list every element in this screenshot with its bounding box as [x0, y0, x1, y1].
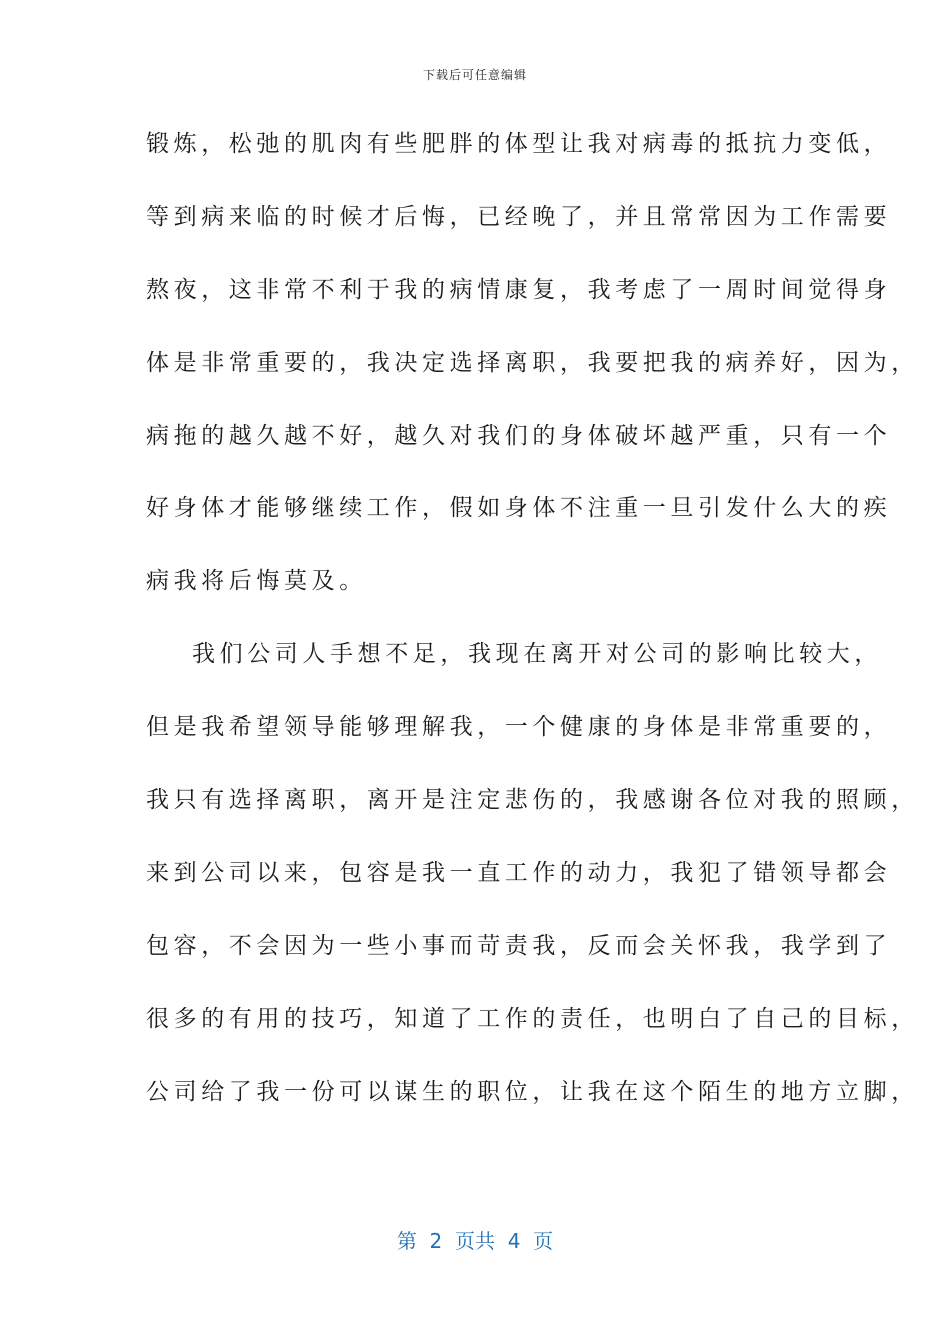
- page-header: 下载后可任意编辑: [422, 68, 527, 82]
- text-line: 等到病来临的时候才后悔，已经晚了，并且常常因为工作需要: [146, 203, 892, 230]
- document-body: [146, 114, 919, 1134]
- text-line: 我只有选择离职，离开是注定悲伤的，我感谢各位对我的照顾，: [146, 787, 919, 814]
- text-line: 包容，不会因为一些小事而苛责我，反而会关怀我，我学到了: [146, 932, 892, 959]
- text-line: 体是非常重要的，我决定选择离职，我要把我的病养好，因为，: [146, 349, 919, 376]
- text-line: 锻炼，松弛的肌肉有些肥胖的体型让我对病毒的抵抗力变低，: [146, 131, 892, 157]
- text-line: 来到公司以来，包容是我一直工作的动力，我犯了错领导都会: [146, 859, 892, 886]
- text-line: 好身体才能够继续工作，假如身体不注重一旦引发什么大的疾: [146, 495, 892, 522]
- text-line: 病我将后悔莫及。: [146, 568, 367, 595]
- text-line: 但是我希望领导能够理解我，一个健康的身体是非常重要的，: [146, 714, 892, 741]
- text-line: 熬夜，这非常不利于我的病情康复，我考虑了一周时间觉得身: [146, 276, 892, 303]
- text-line: 病拖的越久越不好，越久对我们的身体破坏越严重，只有一个: [146, 422, 892, 449]
- text-line: 公司给了我一份可以谋生的职位，让我在这个陌生的地方立脚，: [146, 1078, 919, 1105]
- text-line-paragraph-start: 我们公司人手想不足，我现在离开对公司的影响比较大，: [192, 641, 882, 668]
- text-line: 很多的有用的技巧，知道了工作的责任，也明白了自己的目标，: [146, 1005, 919, 1032]
- page-number-footer: 第 2 页共 4 页: [396, 1229, 554, 1253]
